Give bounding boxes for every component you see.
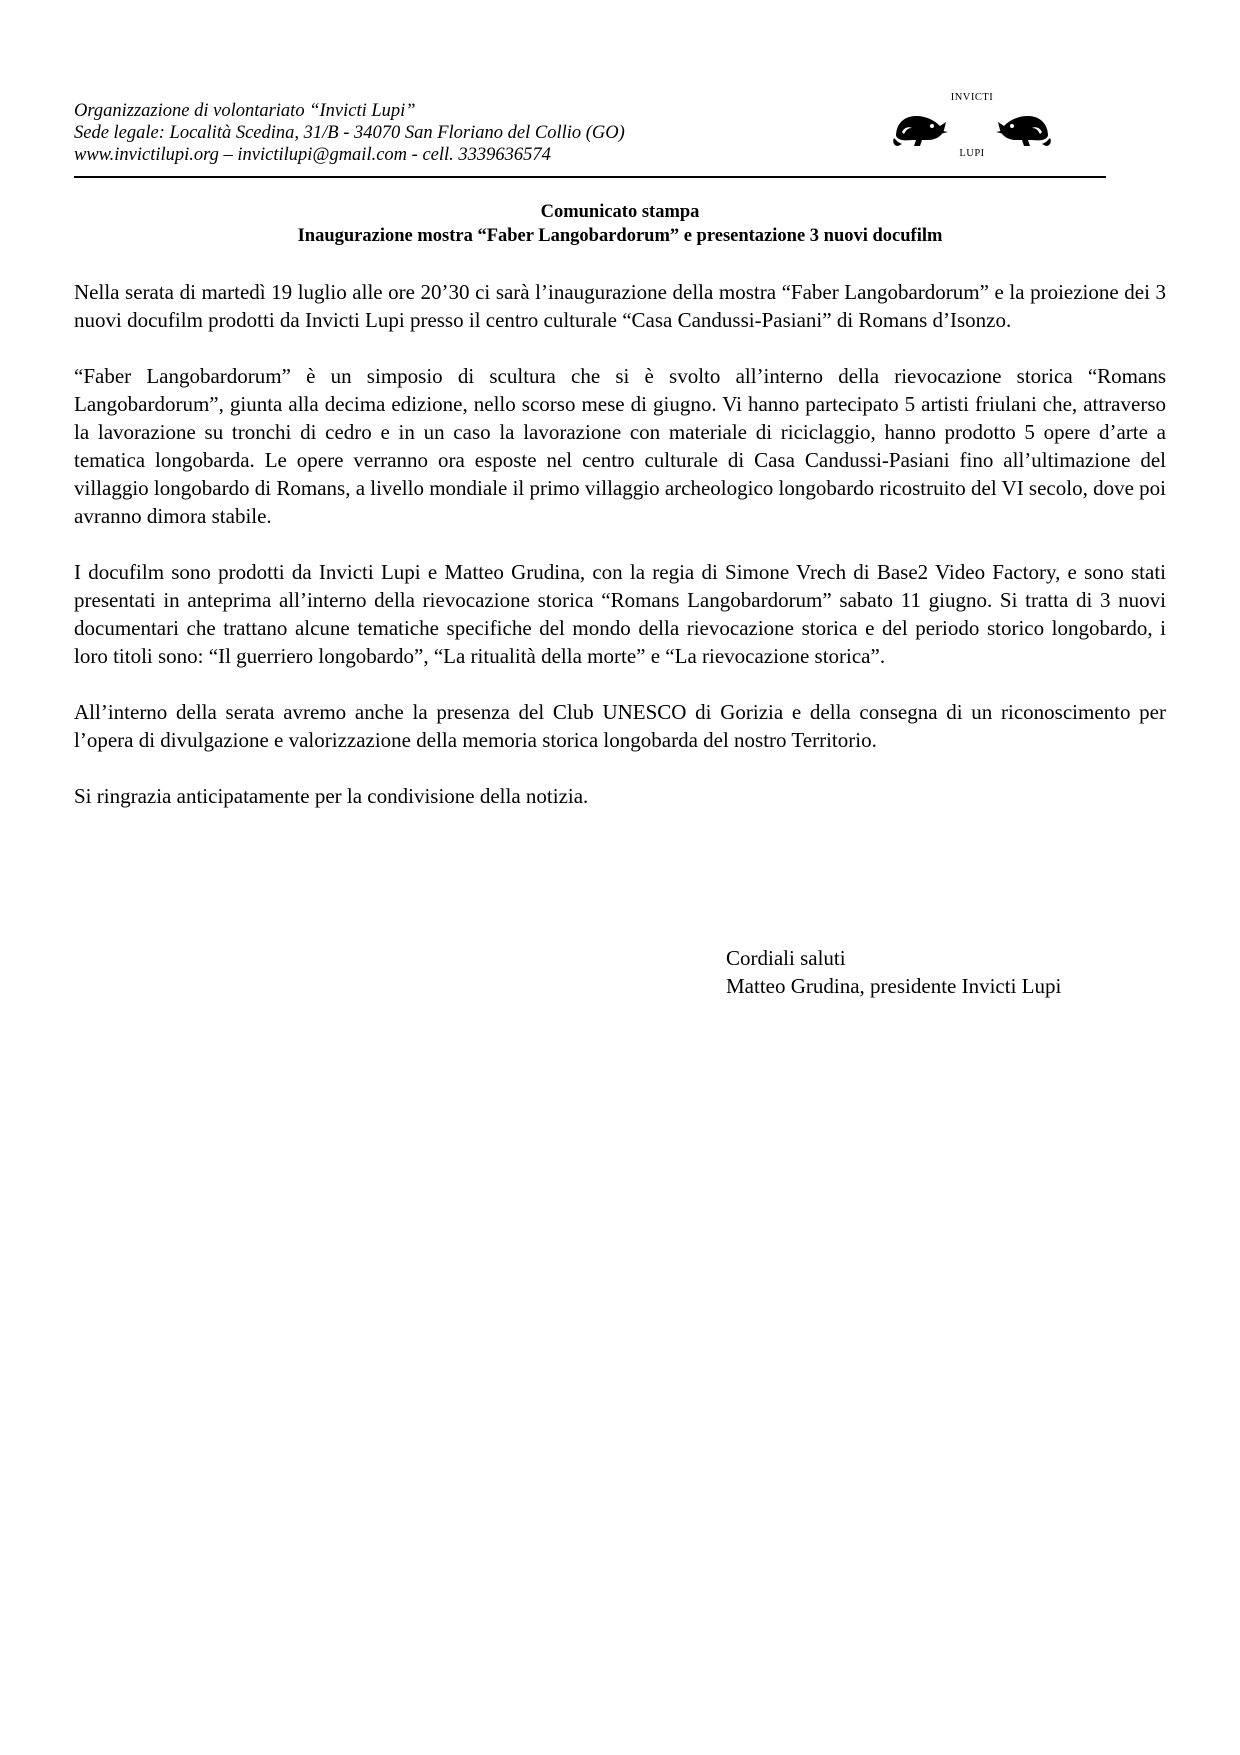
logo-top-text: INVICTI (950, 92, 994, 103)
organization-name: Organizzazione di volontariato “Invicti Lupi” (74, 101, 416, 121)
invicti-lupi-logo (892, 92, 1052, 164)
title-line-2: Inaugurazione mostra “Faber Langobardorum” e presentazione 3 nuovi docufilm (297, 226, 943, 246)
letterhead-text (74, 100, 625, 166)
closing-greeting: Cordiali saluti (726, 946, 846, 970)
paragraph: Nella serata di martedì 19 luglio alle ore 20’30 ci sarà l’inaugurazione della mostra “Faber Langobardorum” e la proiezione dei 3 nuovi docufilm prodotti da Invicti Lupi presso il centro culturale “Casa Candussi-Pasiani” di Romans d’Isonzo. (74, 280, 1166, 332)
paragraph: “Faber Langobardorum” è un simposio di scultura che si è svolto all’interno della rievocazione storica “Romans Langobardorum”, giunta alla decima edizione, nello scorso mese di giugno. Vi hanno partecipato 5 artisti friulani che, attraverso la lavorazione su tronchi di cedro e in un caso la lavorazione con materiale di riciclaggio, hanno prodotto 5 opere d’arte a tematica longobarda. Le opere verranno ora esposte nel centro culturale di Casa Candussi-Pasiani fino all’ultimazione del villaggio longobardo di Romans, a livello mondiale il primo villaggio archeologico longobardo ricostruito del VI secolo, dove poi avranno dimora stabile. (74, 364, 1166, 528)
wolves-emblem-icon (892, 106, 1052, 148)
signature-block (726, 944, 1061, 1000)
letterhead (74, 92, 1106, 180)
paragraph: Si ringrazia anticipatamente per la condivisione della notizia. (74, 784, 589, 808)
header-divider (74, 176, 1106, 178)
legal-address: Sede legale: Località Scedina, 31/B - 34070 San Floriano del Collio (GO) (74, 123, 625, 143)
logo-bottom-text: LUPI (959, 148, 985, 159)
document-title (74, 200, 1166, 248)
signatory: Matteo Grudina, presidente Invicti Lupi (726, 974, 1062, 998)
title-line-1: Comunicato stampa (540, 202, 700, 222)
paragraph: I docufilm sono prodotti da Invicti Lupi e Matteo Grudina, con la regia di Simone Vrech di Base2 Video Factory, e sono stati presentati in anteprima all’interno della rievocazione storica “Romans Langobardorum” sabato 11 giugno. Si tratta di 3 nuovi documentari che trattano alcune tematiche specifiche del mondo della rievocazione storica e del periodo storico longobardo, i loro titoli sono: “Il guerriero longobardo”, “La ritualità della morte” e “La rievocazione storica”. (74, 560, 1166, 668)
contact-info: www.invictilupi.org – invictilupi@gmail.com - cell. 3339636574 (74, 145, 551, 165)
paragraph: All’interno della serata avremo anche la presenza del Club UNESCO di Gorizia e della consegna di un riconoscimento per l’opera di divulgazione e valorizzazione della memoria storica longobarda del nostro Territorio. (74, 700, 1166, 752)
press-release-body (74, 278, 1166, 838)
